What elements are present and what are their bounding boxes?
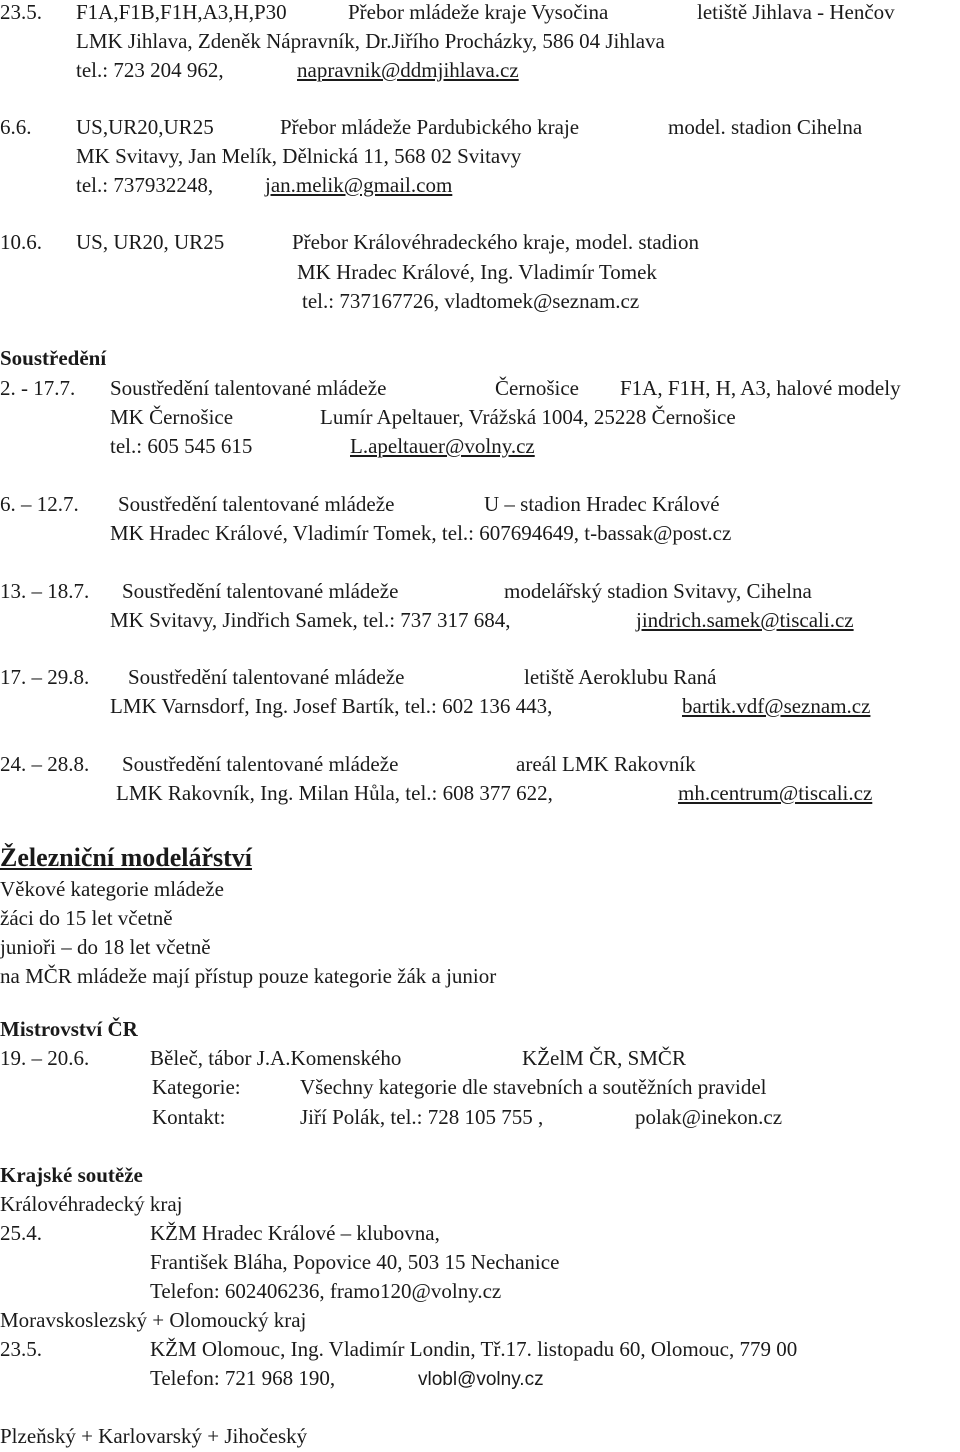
event-place: letiště Jihlava - Henčov bbox=[697, 0, 895, 24]
region-name: Plzeňský + Karlovarský + Jihočeský bbox=[0, 1424, 308, 1448]
event-category: F1A,F1B,F1H,A3,H,P30 bbox=[76, 0, 287, 24]
kategorie-label: Kategorie: bbox=[152, 1075, 241, 1099]
kontakt-label: Kontakt: bbox=[152, 1105, 226, 1129]
event-organizer: MK Hradec Králové, Ing. Vladimír Tomek bbox=[297, 260, 657, 284]
section-heading-krajske: Krajské soutěže bbox=[0, 1163, 143, 1187]
event-place: model. stadion Cihelna bbox=[668, 115, 863, 139]
kategorie-value: Všechny kategorie dle stavebních a soutěžních pravidel bbox=[300, 1075, 767, 1099]
event-email-link[interactable]: jan.melik@gmail.com bbox=[265, 173, 453, 197]
age-category-line: junioři – do 18 let včetně bbox=[0, 935, 211, 959]
region-date: 25.4. bbox=[0, 1221, 42, 1245]
event-date: 6.6. bbox=[0, 115, 32, 139]
event-tel: tel.: 723 204 962, bbox=[76, 58, 224, 82]
event-title: Přebor Královéhradeckého kraje, model. stadion bbox=[292, 230, 700, 254]
age-category-line: žáci do 15 let včetně bbox=[0, 906, 173, 930]
camp-contact: LMK Varnsdorf, Ing. Josef Bartík, tel.: 602 136 443, bbox=[110, 694, 553, 718]
region-name: Moravskoslezský + Olomoucký kraj bbox=[0, 1308, 307, 1332]
event-date: 10.6. bbox=[0, 230, 42, 254]
section-heading-soustredeni: Soustředění bbox=[0, 346, 107, 370]
section-heading-zeleznicni: Železniční modelářství bbox=[0, 843, 253, 872]
camp-title: Soustředění talentované mládeže bbox=[118, 492, 395, 516]
event-tel: tel.: 737932248, bbox=[76, 173, 214, 197]
camp-organizer: MK Černošice bbox=[110, 405, 234, 429]
camp-title: Soustředění talentované mládeže bbox=[128, 665, 405, 689]
region-contact: František Bláha, Popovice 40, 503 15 Nechanice bbox=[150, 1250, 560, 1274]
camp-contact: LMK Rakovník, Ing. Milan Hůla, tel.: 608 377 622, bbox=[116, 781, 553, 805]
camp-place: areál LMK Rakovník bbox=[516, 752, 696, 776]
camp-date: 17. – 29.8. bbox=[0, 665, 90, 689]
camp-title: Soustředění talentované mládeže bbox=[122, 752, 399, 776]
championship-date: 19. – 20.6. bbox=[0, 1046, 90, 1070]
section-heading-mistrovstvi: Mistrovství ČR bbox=[0, 1017, 138, 1041]
event-email-link[interactable]: napravnik@ddmjihlava.cz bbox=[297, 58, 519, 82]
event-title: Přebor mládeže kraje Vysočina bbox=[348, 0, 609, 24]
camp-email-link[interactable]: L.apeltauer@volny.cz bbox=[350, 434, 535, 458]
region-venue: KŽM Olomouc, Ing. Vladimír Londin, Tř.17. listopadu 60, Olomouc, 779 00 bbox=[150, 1337, 798, 1361]
event-date: 23.5. bbox=[0, 0, 42, 24]
camp-date: 13. – 18.7. bbox=[0, 579, 90, 603]
camp-email-link[interactable]: bartik.vdf@seznam.cz bbox=[682, 694, 871, 718]
camp-contact-person: Lumír Apeltauer, Vrážská 1004, 25228 Černošice bbox=[320, 405, 736, 429]
event-title: Přebor mládeže Pardubického kraje bbox=[280, 115, 580, 139]
championship-organizer: KŽelM ČR, SMČR bbox=[522, 1046, 686, 1070]
camp-place: letiště Aeroklubu Raná bbox=[524, 665, 717, 689]
region-phone: Telefon: 602406236, framo120@volny.cz bbox=[150, 1279, 502, 1303]
kontakt-email: polak@inekon.cz bbox=[635, 1105, 783, 1129]
age-category-line: na MČR mládeže mají přístup pouze kategorie žák a junior bbox=[0, 964, 497, 988]
camp-place: Černošice bbox=[495, 376, 579, 400]
region-email: vlobl@volny.cz bbox=[418, 1369, 544, 1390]
camp-tel: tel.: 605 545 615 bbox=[110, 434, 253, 458]
championship-place: Běleč, tábor J.A.Komenského bbox=[150, 1046, 402, 1070]
camp-contact: MK Svitavy, Jindřich Samek, tel.: 737 317 684, bbox=[110, 608, 511, 632]
camp-note: F1A, F1H, H, A3, halové modely bbox=[620, 376, 901, 400]
camp-place: U – stadion Hradec Králové bbox=[484, 492, 720, 516]
event-contact: tel.: 737167726, vladtomek@seznam.cz bbox=[302, 289, 640, 313]
event-category: US,UR20,UR25 bbox=[76, 115, 214, 139]
age-category-line: Věkové kategorie mládeže bbox=[0, 877, 224, 901]
kontakt-value: Jiří Polák, tel.: 728 105 755 , bbox=[300, 1105, 544, 1129]
camp-date: 6. – 12.7. bbox=[0, 492, 79, 516]
region-phone: Telefon: 721 968 190, bbox=[150, 1366, 336, 1390]
camp-email-link[interactable]: mh.centrum@tiscali.cz bbox=[678, 781, 873, 805]
region-date: 23.5. bbox=[0, 1337, 42, 1361]
camp-place: modelářský stadion Svitavy, Cihelna bbox=[504, 579, 812, 603]
event-organizer: LMK Jihlava, Zdeněk Nápravník, Dr.Jiřího Procházky, 586 04 Jihlava bbox=[76, 29, 665, 53]
camp-email-link[interactable]: jindrich.samek@tiscali.cz bbox=[636, 608, 854, 632]
event-organizer: MK Svitavy, Jan Melík, Dělnická 11, 568 02 Svitavy bbox=[76, 144, 522, 168]
camp-title: Soustředění talentované mládeže bbox=[122, 579, 399, 603]
camp-contact: MK Hradec Králové, Vladimír Tomek, tel.: 607694649, t-bassak@post.cz bbox=[110, 521, 732, 545]
camp-date: 2. - 17.7. bbox=[0, 376, 76, 400]
region-name: Královéhradecký kraj bbox=[0, 1192, 183, 1216]
region-venue: KŽM Hradec Králové – klubovna, bbox=[150, 1221, 440, 1245]
camp-date: 24. – 28.8. bbox=[0, 752, 90, 776]
event-category: US, UR20, UR25 bbox=[76, 230, 225, 254]
camp-title: Soustředění talentované mládeže bbox=[110, 376, 387, 400]
